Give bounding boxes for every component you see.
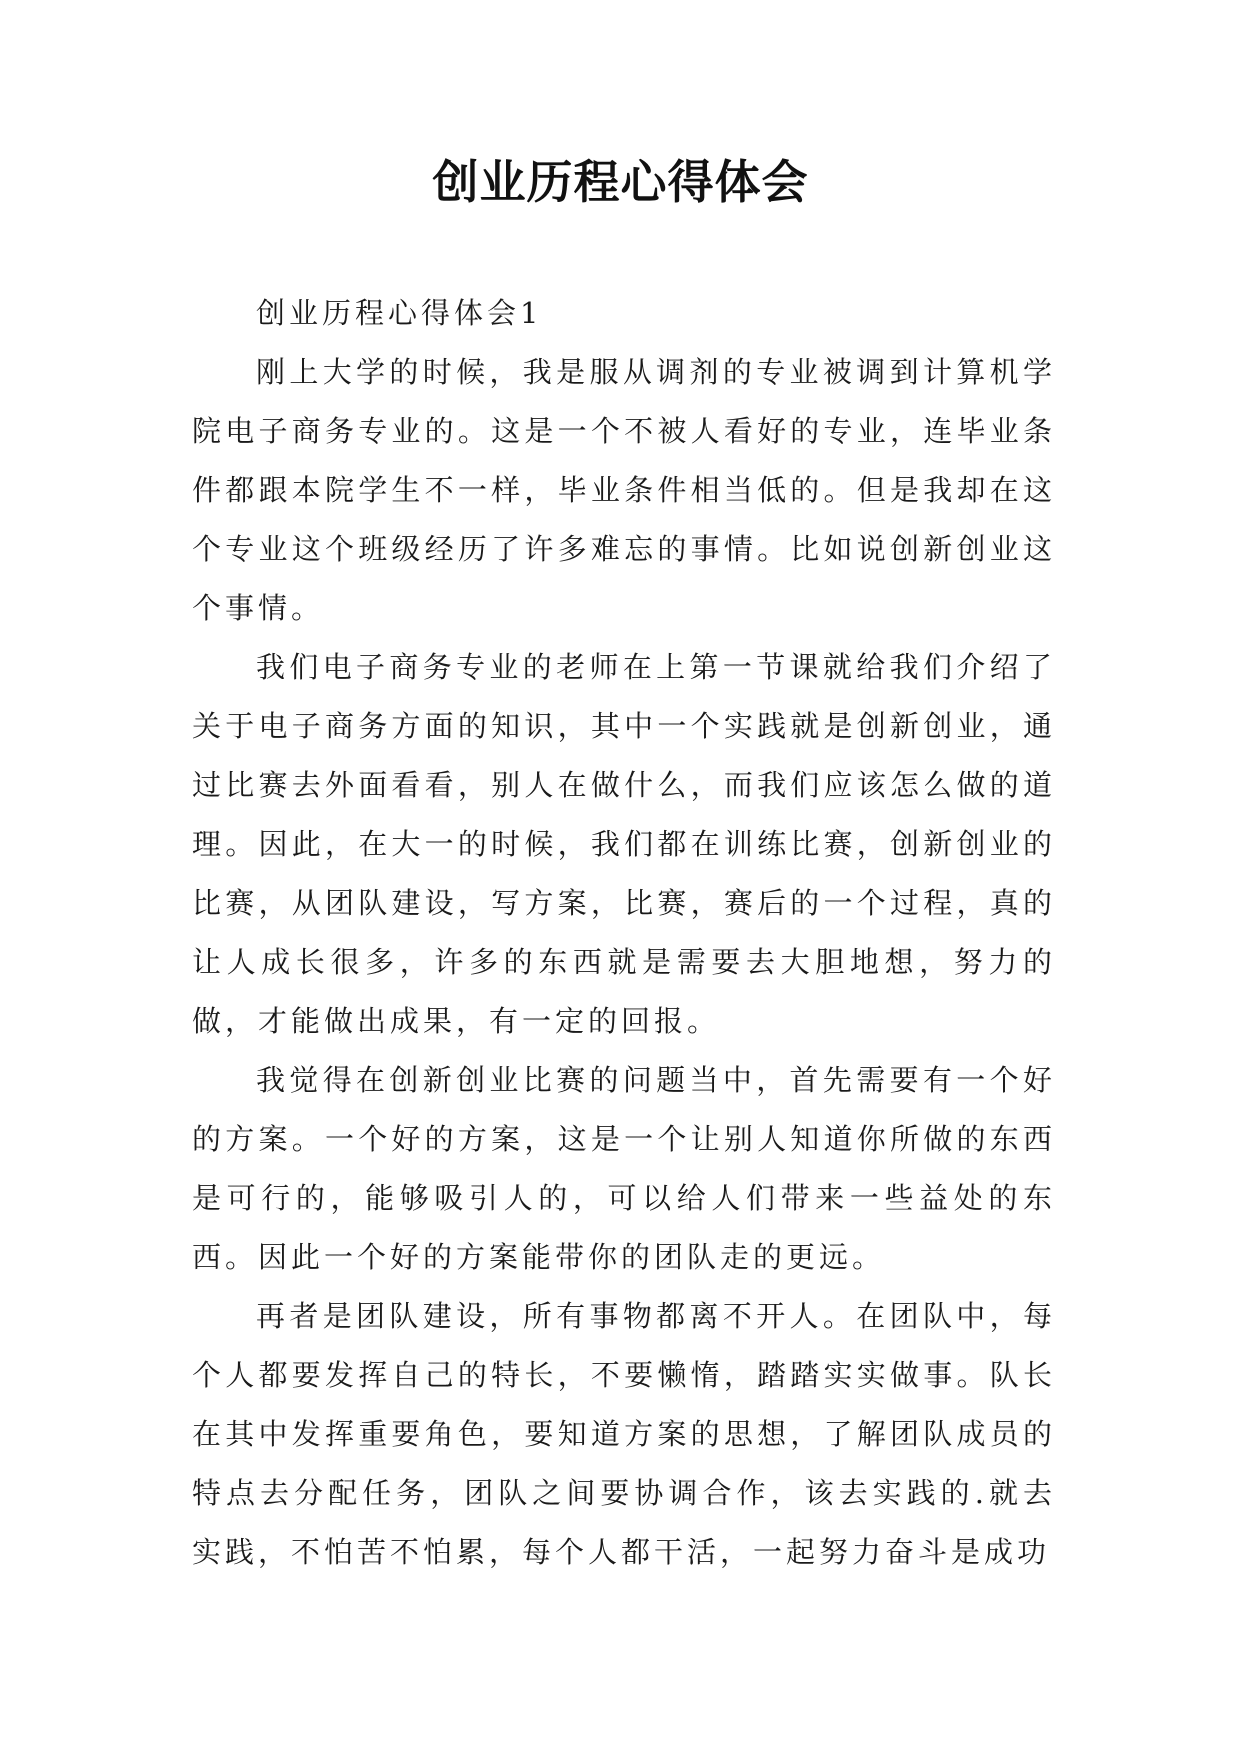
document-title: 创业历程心得体会 (432, 155, 809, 209)
paragraph: 刚上大学的时候，我是服从调剂的专业被调到计算机学院电子商务专业的。这是一个不被人看好的专业，连毕业条件都跟本院学生不一样，毕业条件相当低的。但是我却在这个专业这个班级经历了许多难忘的事情。比如说创新创业这个事情。 (192, 355, 1056, 625)
paragraph: 再者是团队建设，所有事物都离不开人。在团队中，每个人都要发挥自己的特长，不要懒惰，踏踏实实做事。队长在其中发挥重要角色，要知道方案的思想，了解团队成员的特点去分配任务，团队之间要协调合作，该去实践的.就去实践，不怕苦不怕累，每个人都干活，一起努力奋斗是成功 (192, 1299, 1056, 1569)
document-body (192, 284, 1056, 1582)
paragraph: 我觉得在创新创业比赛的问题当中，首先需要有一个好的方案。一个好的方案，这是一个让别人知道你所做的东西是可行的，能够吸引人的，可以给人们带来一些益处的东西。因此一个好的方案能带你的团队走的更远。 (192, 1063, 1056, 1274)
section-heading: 创业历程心得体会1 (256, 296, 543, 330)
paragraph: 我们电子商务专业的老师在上第一节课就给我们介绍了关于电子商务方面的知识，其中一个实践就是创新创业，通过比赛去外面看看，别人在做什么，而我们应该怎么做的道理。因此，在大一的时候，我们都在训练比赛，创新创业的比赛，从团队建设，写方案，比赛，赛后的一个过程，真的让人成长很多，许多的东西就是需要去大胆地想，努力的做，才能做出成果，有一定的回报。 (192, 650, 1056, 1038)
